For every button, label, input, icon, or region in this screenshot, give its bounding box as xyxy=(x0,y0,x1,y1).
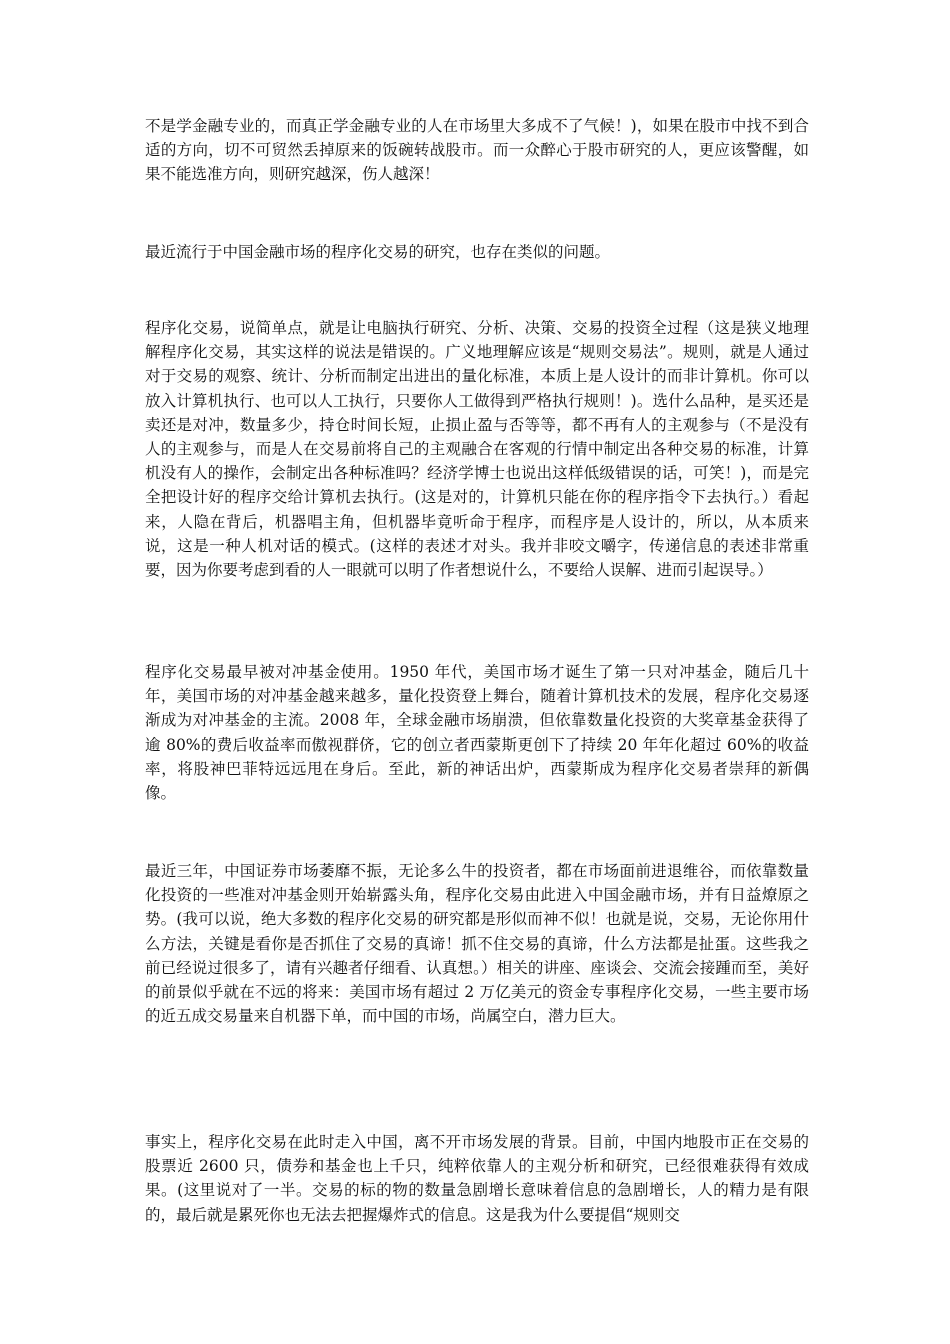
paragraph-2: 最近流行于中国金融市场的程序化交易的研究，也存在类似的问题。 xyxy=(145,243,611,261)
paragraph-1: 不是学金融专业的，而真正学金融专业的人在市场里大多成不了气候！)，如果在股市中找不到合适的方向，切不可贸然丢掉原来的饭碗转战股市。而一众醉心于股市研究的人，更应该警醒，如果不能选准方向，则研究越深，伤人越深！ xyxy=(145,117,809,184)
paragraph-5: 最近三年，中国证券市场萎靡不振，无论多么牛的投资者，都在市场面前进退维谷，而依靠数量化投资的一些准对冲基金则开始崭露头角，程序化交易由此进入中国金融市场，并有日益燎原之势。(我可以说，绝大多数的程序化交易的研究都是形似而神不似！也就是说，交易，无论你用什么方法，关键是看你是否抓住了交易的真谛！抓不住交易的真谛，什么方法都是扯蛋。这些我之前已经说过很多了，请有兴趣者仔细看、认真想。）相关的讲座、座谈会、交流会接踵而至，美好的前景似乎就在不远的将来：美国市场有超过 2 万亿美元的资金专事程序化交易，一些主要市场的近五成交易量来自机器下单，而中国的市场，尚属空白，潜力巨大。 xyxy=(145,862,809,1026)
paragraph-6: 事实上，程序化交易在此时走入中国，离不开市场发展的背景。目前，中国内地股市正在交易的股票近 2600 只，债券和基金也上千只，纯粹依靠人的主观分析和研究，已经很难获得有效成果。(这里说对了一半。交易的标的物的数量急剧增长意味着信息的急剧增长，人的精力是有限的，最后就是累死你也无法去把握爆炸式的信息。这是我为什么要提倡“规则交 xyxy=(145,1133,809,1224)
paragraph-4: 程序化交易最早被对冲基金使用。1950 年代，美国市场才诞生了第一只对冲基金，随后几十年，美国市场的对冲基金越来越多，量化投资登上舞台，随着计算机技术的发展，程序化交易逐渐成为对冲基金的主流。2008 年，全球金融市场崩溃，但依靠数量化投资的大奖章基金获得了逾 80%的费后收益率而傲视群侪，它的创立者西蒙斯更创下了持续 20 年年化超过 60%的收益率，将股神巴菲特远远甩在身后。至此，新的神话出炉，西蒙斯成为程序化交易者崇拜的新偶像。 xyxy=(145,663,809,803)
paragraph-3: 程序化交易，说简单点，就是让电脑执行研究、分析、决策、交易的投资全过程（这是狭义地理解程序化交易，其实这样的说法是错误的。广义地理解应该是“规则交易法”。规则，就是人通过对于交易的观察、统计、分析而制定出进出的量化标准，本质上是人设计的而非计算机。你可以放入计算机执行、也可以人工执行，只要你人工做得到严格执行规则！)。选什么品种，是买还是卖还是对冲，数量多少，持仓时间长短，止损止盈与否等等，都不再有人的主观参与（不是没有人的主观参与，而是人在交易前将自己的主观融合在客观的行情中制定出各种交易的标准，计算机没有人的操作，会制定出各种标准吗？经济学博士也说出这样低级错误的话，可笑！)，而是完全把设计好的程序交给计算机去执行。(这是对的，计算机只能在你的程序指令下去执行。）看起来，人隐在背后，机器唱主角，但机器毕竟听命于程序，而程序是人设计的，所以，从本质来说，这是一种人机对话的模式。(这样的表述才对头。我并非咬文嚼字，传递信息的表述非常重要，因为你要考虑到看的人一眼就可以明了作者想说什么，不要给人误解、进而引起误导。） xyxy=(145,319,809,580)
